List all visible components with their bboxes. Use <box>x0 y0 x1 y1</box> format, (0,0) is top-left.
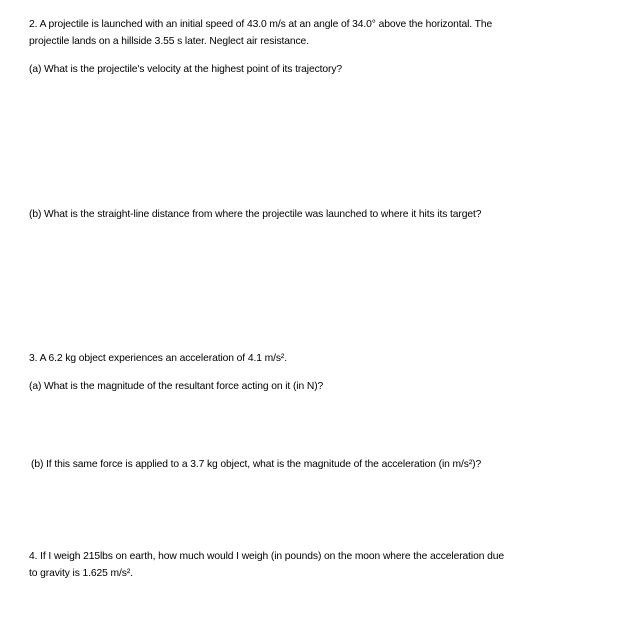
question-4-text-line-1: 4. If I weigh 215lbs on earth, how much would I weigh (in pounds) on the moon where the acceleration due <box>29 551 504 562</box>
question-2-text-line-2: projectile lands on a hillside 3.55 s later. Neglect air resistance. <box>29 36 309 47</box>
question-3-part-a: (a) What is the magnitude of the resultant force acting on it (in N)? <box>29 381 324 392</box>
question-3-part-b: (b) If this same force is applied to a 3.7 kg object, what is the magnitude of the acceleration (in m/s²)? <box>31 459 482 470</box>
question-2-part-b: (b) What is the straight-line distance from where the projectile was launched to where it hits its target? <box>29 209 482 220</box>
question-3-text: 3. A 6.2 kg object experiences an acceleration of 4.1 m/s². <box>29 353 287 364</box>
question-2-part-a: (a) What is the projectile's velocity at the highest point of its trajectory? <box>29 64 343 75</box>
question-4-text-line-2: to gravity is 1.625 m/s². <box>29 568 133 579</box>
question-2-text-line-1: 2. A projectile is launched with an initial speed of 43.0 m/s at an angle of 34.0° above the horizontal. The <box>29 19 493 30</box>
